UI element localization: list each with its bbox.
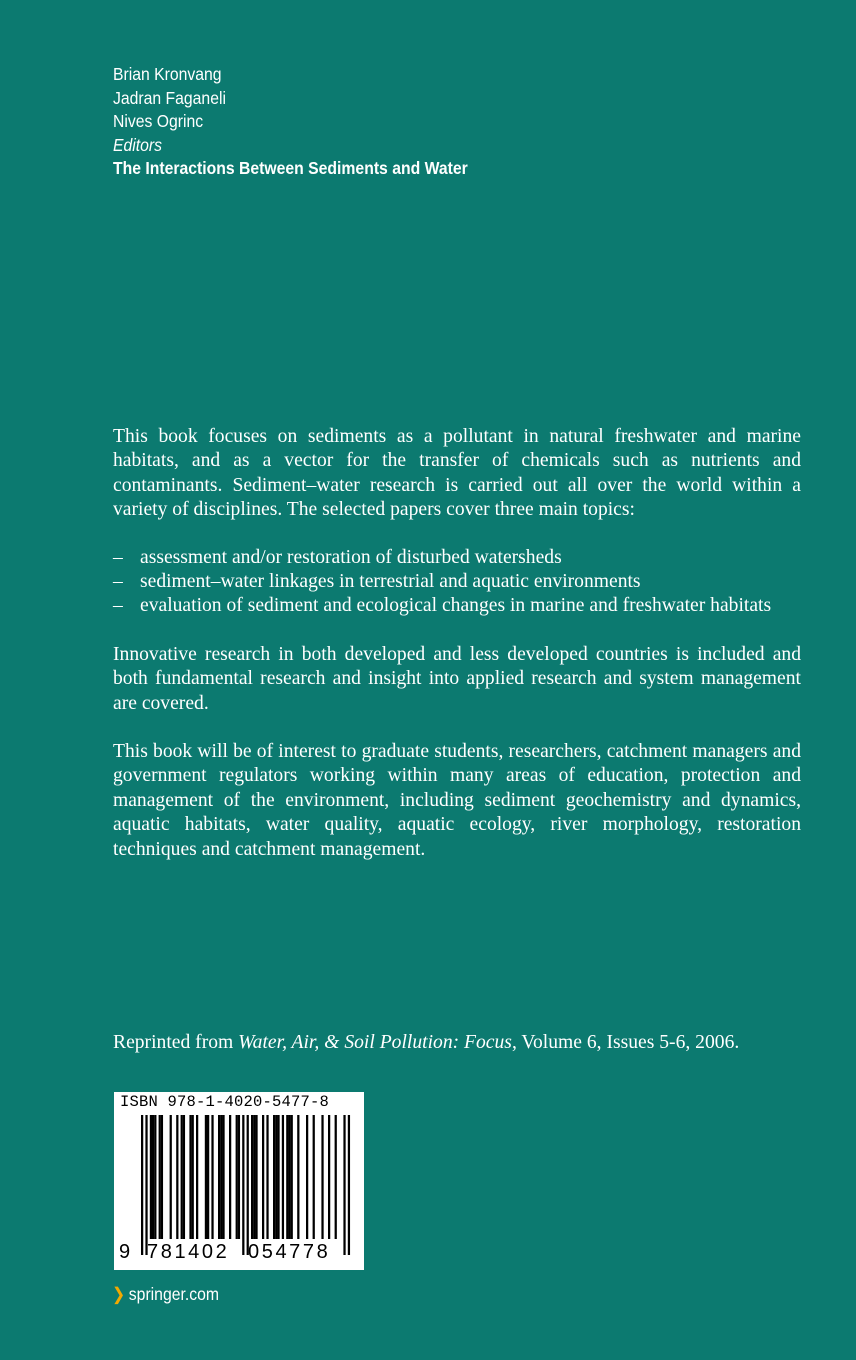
barcode-guard-bar [247,1115,249,1255]
barcode-bar [251,1115,253,1239]
editor-name: Brian Kronvang [113,64,222,84]
list-item [113,546,801,570]
barcode-bar [297,1115,299,1239]
barcode-bar [277,1115,279,1239]
editor-name: Nives Ogrinc [113,111,204,131]
barcode-bar [161,1115,163,1239]
barcode-bar [218,1115,220,1239]
barcode-bar [236,1115,238,1239]
reprint-note [113,1031,739,1055]
barcode-bar [150,1115,152,1239]
barcode-bar [306,1115,308,1239]
list-item [113,594,801,618]
barcode-bar [159,1115,161,1239]
isbn-barcode [114,1092,364,1270]
barcode-bar [222,1115,224,1239]
publisher-link[interactable] [112,1282,219,1306]
barcode-bar [262,1115,264,1239]
barcode-bar [282,1115,284,1239]
barcode-bar [196,1115,198,1239]
barcode-bar [170,1115,172,1239]
topic-text: evaluation of sediment and ecological changes in marine and freshwater habitats [140,595,772,617]
barcode-bar [253,1115,255,1239]
topic-text: sediment–water linkages in terrestrial and aquatic environments [140,571,641,593]
reprint-details: , Volume 6, Issues 5-6, 2006. [511,1032,740,1053]
barcode-bar [238,1115,240,1239]
barcode-bar [229,1115,231,1239]
barcode-bar [189,1115,191,1239]
barcode-guard-bar [141,1115,143,1255]
barcode-guard-bar [145,1115,147,1255]
barcode-bar [181,1115,183,1239]
barcode-bar [275,1115,277,1239]
barcode-bar [220,1115,222,1239]
barcode-guard-bar [348,1115,350,1255]
journal-title: Water, Air, & Soil Pollution: Focus [238,1032,512,1053]
barcode-guard-bar [242,1115,244,1255]
ean-first-digit: 9 [119,1241,131,1263]
ean-right-digits: 054778 [248,1241,331,1263]
list-item [113,570,801,594]
dash-bullet: – [113,571,123,593]
audience-paragraph: This book will be of interest to graduate students, researchers, catchment managers and government regulators working within many areas of education, protection and management of the environment, including sediment geochemistry and dynamics, aquatic habitats, water quality, aquatic ecology, river morphology, restoration techniques and catchment management. [113,741,801,860]
barcode-bar [328,1115,330,1239]
barcode-bar [288,1115,290,1239]
barcode-bar [313,1115,315,1239]
barcode-bar [192,1115,194,1239]
ean-left-digits: 781402 [147,1241,230,1263]
barcode-bar [154,1115,156,1239]
editors-block [113,63,468,181]
barcode-bar [321,1115,323,1239]
book-description [113,425,801,862]
barcode-bar [205,1115,207,1239]
barcode-bar [211,1115,213,1239]
dash-bullet: – [113,595,123,617]
barcode-guard-bar [343,1115,345,1255]
chevron-right-icon: ❯ [112,1284,126,1304]
isbn-label: ISBN 978-1-4020-5477-8 [120,1093,330,1111]
dash-bullet: – [113,546,123,568]
editors-role: Editors [113,134,163,155]
barcode-bar [183,1115,185,1239]
publisher-url: springer.com [128,1284,219,1304]
topic-text: assessment and/or restoration of disturbed watersheds [140,546,562,568]
barcode-bar [207,1115,209,1239]
barcode-bar [266,1115,268,1239]
barcode-bar [286,1115,288,1239]
editor-name: Jadran Faganeli [113,87,226,108]
barcode-bar [176,1115,178,1239]
reprint-prefix: Reprinted from [113,1032,239,1053]
topics-list [113,546,801,619]
barcode-bar [255,1115,257,1239]
research-paragraph: Innovative research in both developed and less developed countries is included and both fundamental research and insight into applied research and system management are covered. [113,643,801,714]
barcode-bar [273,1115,275,1239]
barcode-bar [152,1115,154,1239]
barcode-bar [291,1115,293,1239]
book-title: The Interactions Between Sediments and Water [113,158,468,178]
intro-paragraph: This book focuses on sediments as a pollutant in natural freshwater and marine habitats, and as a vector for the transfer of chemicals such as nutrients and contaminants. Sediment–water research is carried out all over the world within a variety of disciplines. The selected papers cover three main topics: [113,426,801,521]
barcode-bar [335,1115,337,1239]
